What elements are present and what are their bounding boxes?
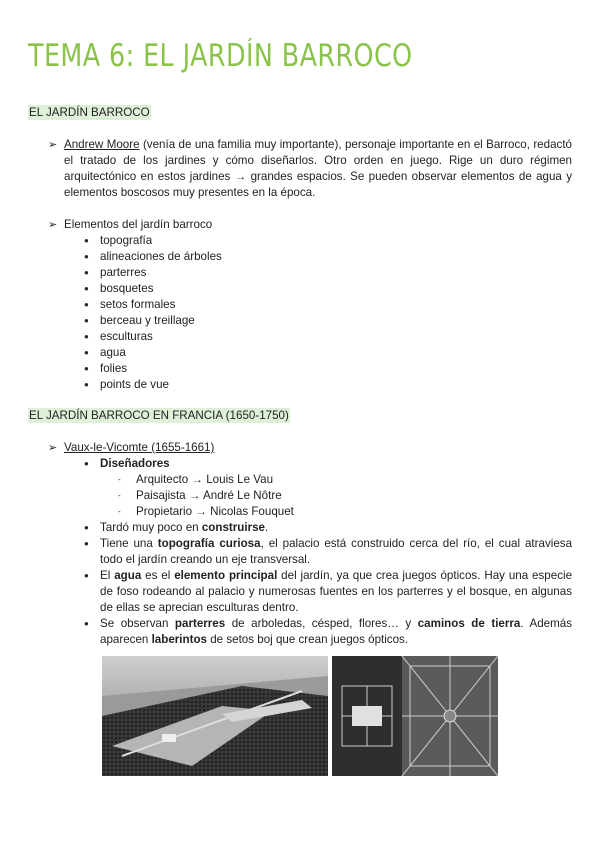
page-title: TEMA 6: EL JARDÍN BARROCO <box>28 38 413 74</box>
list-item: ● Tiene una topografía curiosa, el palacio está construido cerca del río, el cual atraviesa todo el jardín creando un eje transversal. <box>84 536 572 568</box>
list-item: ● Se observan parterres de arboledas, césped, flores… y caminos de tierra. Además aparecen laberintos de setos boj que crean juegos ópticos. <box>84 616 572 648</box>
section-heading-france: EL JARDÍN BARROCO EN FRANCIA (1650-1750) <box>29 409 289 422</box>
elements-list-heading: ➢ Elementos del jardín barroco <box>48 218 213 231</box>
andrew-moore-link[interactable]: Andrew Moore <box>64 138 140 151</box>
aerial-photo-image <box>102 656 328 776</box>
aerial-photo-icon <box>102 656 328 776</box>
list-item: ● El agua es el elemento principal del jardín, ya que crea juegos ópticos. Hay una especie de foso rodeando al palacio y numerosas fuentes en los parterres y el bosque, en algunas de ellas se aprecian esculturas dentro. <box>84 568 572 616</box>
garden-plan-image <box>332 656 498 776</box>
list-item: ● Tardó muy poco en construirse. <box>84 520 572 536</box>
vaux-details-list <box>84 456 572 648</box>
designer-item: - Propietario → Nicolas Fouquet <box>100 504 572 520</box>
list-item: ● bosquetes <box>84 281 572 297</box>
list-item: ● topografía <box>84 233 572 249</box>
designer-item: - Paisajista → André Le Nôtre <box>100 488 572 504</box>
arrow-bullet-icon: ➢ <box>48 139 58 151</box>
list-item: ● folies <box>84 361 572 377</box>
list-item <box>84 456 572 520</box>
list-item: ● berceau y treillage <box>84 313 572 329</box>
list-item: ● points de vue <box>84 377 572 393</box>
section-heading-baroque-garden: EL JARDÍN BARROCO <box>29 106 150 119</box>
list-item: ● agua <box>84 345 572 361</box>
garden-plan-icon <box>332 656 498 776</box>
arrow-bullet-icon: ➢ <box>48 219 58 231</box>
vaux-le-vicomte-link[interactable]: Vaux-le-Vicomte (1655-1661) <box>64 441 215 454</box>
designers-list <box>100 472 572 520</box>
list-item: ● parterres <box>84 265 572 281</box>
designer-item: - Arquitecto → Louis Le Vau <box>100 472 572 488</box>
list-item: ● setos formales <box>84 297 572 313</box>
list-item: ● alineaciones de árboles <box>84 249 572 265</box>
designers-label: Diseñadores <box>100 457 170 470</box>
list-item: ● esculturas <box>84 329 572 345</box>
arrow-bullet-icon: ➢ <box>48 442 58 454</box>
garden-elements-list <box>84 233 572 393</box>
vaux-heading <box>48 440 572 456</box>
intro-paragraph: ➢ Andrew Moore (venía de una familia muy importante), personaje importante en el Barroco, redactó el tratado de los jardines y cómo diseñarlos. Otro orden en juego. Rige un duro régimen arquitectónico en estos jardines → grandes espacios. Se pueden observar elementos de agua y elementos boscosos muy presentes en la época. <box>48 138 572 199</box>
